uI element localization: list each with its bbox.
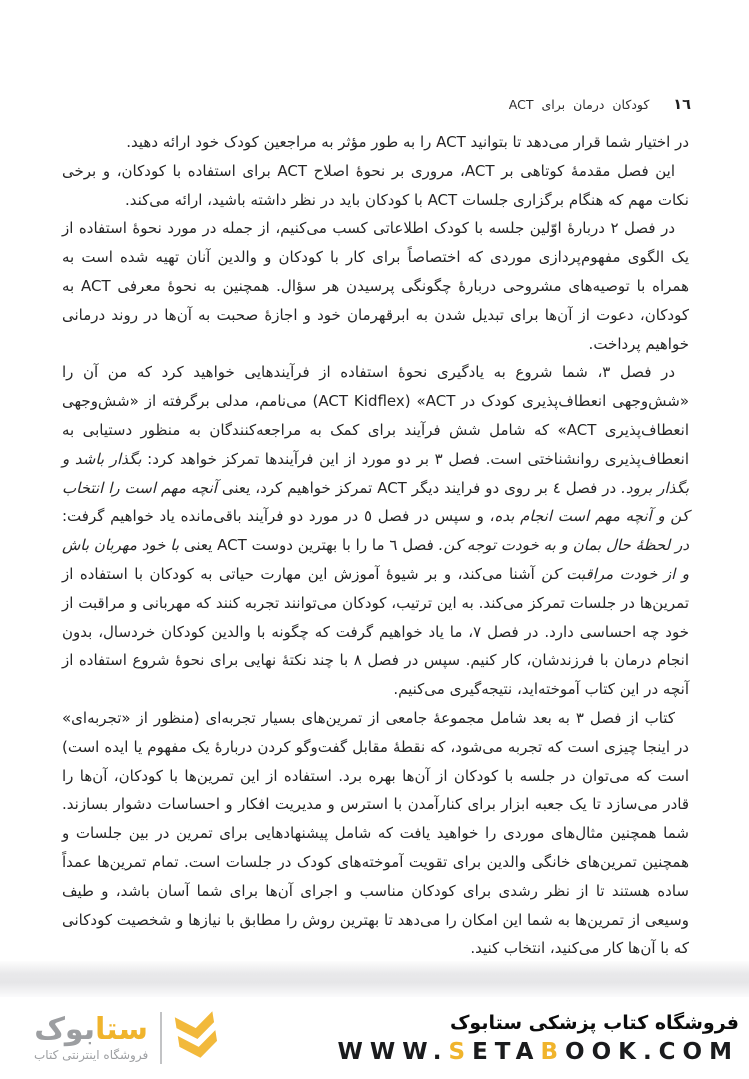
website-letters: WWW. [337, 1038, 449, 1065]
italic-phrase: با خود مهربان باش و از خودت مراقبت کن [62, 536, 690, 583]
text-segment: کتاب از فصل ٣ به بعد شامل مجموعهٔ جامعی از تمرین‌های بسیار تجربه‌ای (منظور از «تجربه‌ای» در اینجا چیزی است که تجربه می‌شود، که نقطهٔ مقابل گفت‌وگو کردن دربارهٔ یک مفهوم یا ایده است) است که می‌توان در جلسه با کودکان از آن‌ها بهره برد. استفاده از این تمرین‌ها با کودکان، آن‌ها را قادر می‌سازد تا یک جعبه ابزار برای کنارآمدن با استرس و مدیریت افکار و احساسات دشوار بسازند. شما همچنین مثال‌های موردی را خواهید یافت که شامل پیشنهادهایی برای تمرین در بین جلسات و همچنین تمرین‌های خانگی والدین برای تقویت آموخته‌های کودک در جلسات است. تمام تمرین‌ها عمداً ساده هستند تا از نظر رشدی برای کودکان مناسب و اجرای آن‌ها برای شما آسان باشد، و طیف وسیعی از تمرین‌ها به شما این امکان را می‌دهد تا بهترین روش را مطابق با نیازها و شخصیت کودکانی که با آن‌ها کار می‌کنید، انتخاب کنید. [62, 708, 689, 958]
text-segment: در فصل ٣، شما شروع به یادگیری نحوهٔ استفاده از فرآیندهایی خواهید کرد که من آن را «شش‌وجهی انعطاف‌پذیری کودک در ACT» [62, 363, 689, 411]
italic-phrase: بگذار باشد و بگذار برود. [62, 449, 689, 497]
setabook-wordmark [34, 1011, 148, 1047]
text-segment: این فصل مقدمهٔ کوتاهی بر ACT، مروری بر نحوهٔ اصلاح ACT برای استفاده با کودکان، و برخی نکات مهم که هنگام برگزاری جلسات ACT با کودکان باید در نظر داشته باشید، ارائه می‌کند. [62, 161, 689, 209]
logo-tagline: فروشگاه اینترنتی کتاب [34, 1048, 149, 1063]
website-letters-accent: S [448, 1038, 473, 1065]
book-title-word: درمان [573, 97, 605, 112]
text-segment: فصل ٦ ما را با بهترین دوست ACT یعنی [179, 536, 439, 555]
italic-phrase: در لحظهٔ حال بمان و به خودت توجه کن. [438, 536, 689, 555]
book-title-word: برای [541, 97, 566, 112]
paragraph [62, 358, 689, 704]
wordmark-letters-accent: ستا [94, 1011, 148, 1047]
text-segment: در فصل ٤ بر روی دو فرایند دیگر ACT تمرکز خواهیم کرد، یعنی [216, 478, 622, 497]
text-segment: در فصل ٢ دربارهٔ اوّلین جلسه با کودک اطلاعاتی کسب می‌کنیم، از جمله در مورد نحوهٔ استفاده از یک الگوی مفهوم‌پردازی موردی که اختصاصاً برای کار با کودکان و والدین آنان تهیه شده است به همراه با توصیه‌های مشروحی دربارهٔ چگونگی پرسیدن هر سؤال. همچنین به نحوهٔ معرفی ACT به کودکان، دعوت از آن‌ها برای تبدیل شدن به ابرقهرمان خود و اجازهٔ صحبت به آن‌ها در روند درمانی خواهیم پرداخت. [62, 219, 689, 353]
running-book-title [507, 97, 652, 112]
footer-store-block [338, 1012, 740, 1065]
paragraph [62, 157, 689, 215]
footer-separator-band [0, 961, 749, 997]
text-segment: در اختیار شما قرار می‌دهد تا بتوانید ACT را به طور مؤثر به مراجعین کودک خود ارائه دهید. [126, 133, 689, 151]
paragraph [62, 704, 689, 963]
setabook-wordmark-group [34, 1011, 149, 1063]
website-letters: ETA [472, 1038, 541, 1065]
website-letters-accent: B [540, 1038, 566, 1065]
setabook-chevron-icon [174, 1006, 220, 1070]
website-url [338, 1039, 740, 1065]
store-name: فروشگاه کتاب پزشکی ستابوک [449, 1011, 739, 1034]
book-title-word: کودکان [612, 97, 650, 112]
paragraph [62, 214, 689, 358]
wordmark-letters: بوک [34, 1011, 95, 1047]
italic-phrase: آنچه مهم است را انتخاب کن و آنچه مهم است انجام بده [62, 478, 689, 526]
text-segment: آشنا می‌کند، و بر شیوهٔ آموزش این مهارت حیاتی به کودکان با استفاده از تمرین‌ها در جلسات تمرکز می‌کند. به این ترتیب، کودکان می‌توانند تجربه کنند که مهربانی و مراقبت از خود چه احساسی دارد. در فصل ٧، ما یاد خواهیم گرفت که چگونه با والدین کودکان خردسال، بدون انجام درمان با فرزندشان، کار کنیم. سپس در فصل ٨ با چند نکتهٔ نهایی برای نحوهٔ شروع استفاده از آنچه در این کتاب آموخته‌اید، نتیجه‌گیری می‌کنیم. [62, 564, 689, 699]
setabook-logo [34, 1006, 220, 1070]
paragraph [62, 128, 689, 157]
website-letters: OOK.COM [565, 1038, 739, 1065]
page-body-text [62, 128, 689, 963]
page-footer [0, 997, 749, 1079]
text-segment: ، و سپس در فصل ٥ در مورد دو فرآیند باقی‌مانده یاد خواهیم گرفت: [62, 507, 495, 526]
text-segment: می‌نامم، مدلی برگرفته از «شش‌وجهی انعطاف‌پذیری ACT» که شامل شش فرآیند برای کمک به مراجعه‌کنندگان به منظور دستیابی به انعطاف‌پذیری روانشناختی است. فصل ٣ بر دو مورد از این فرآیندها تمرکز خواهد کرد: [62, 392, 689, 468]
page-number: ١٦ [673, 97, 691, 113]
logo-divider [160, 1012, 162, 1064]
page-header [62, 97, 691, 113]
book-title-word: ACT [508, 97, 534, 112]
text-segment: (ACT Kidflex) [312, 392, 411, 411]
